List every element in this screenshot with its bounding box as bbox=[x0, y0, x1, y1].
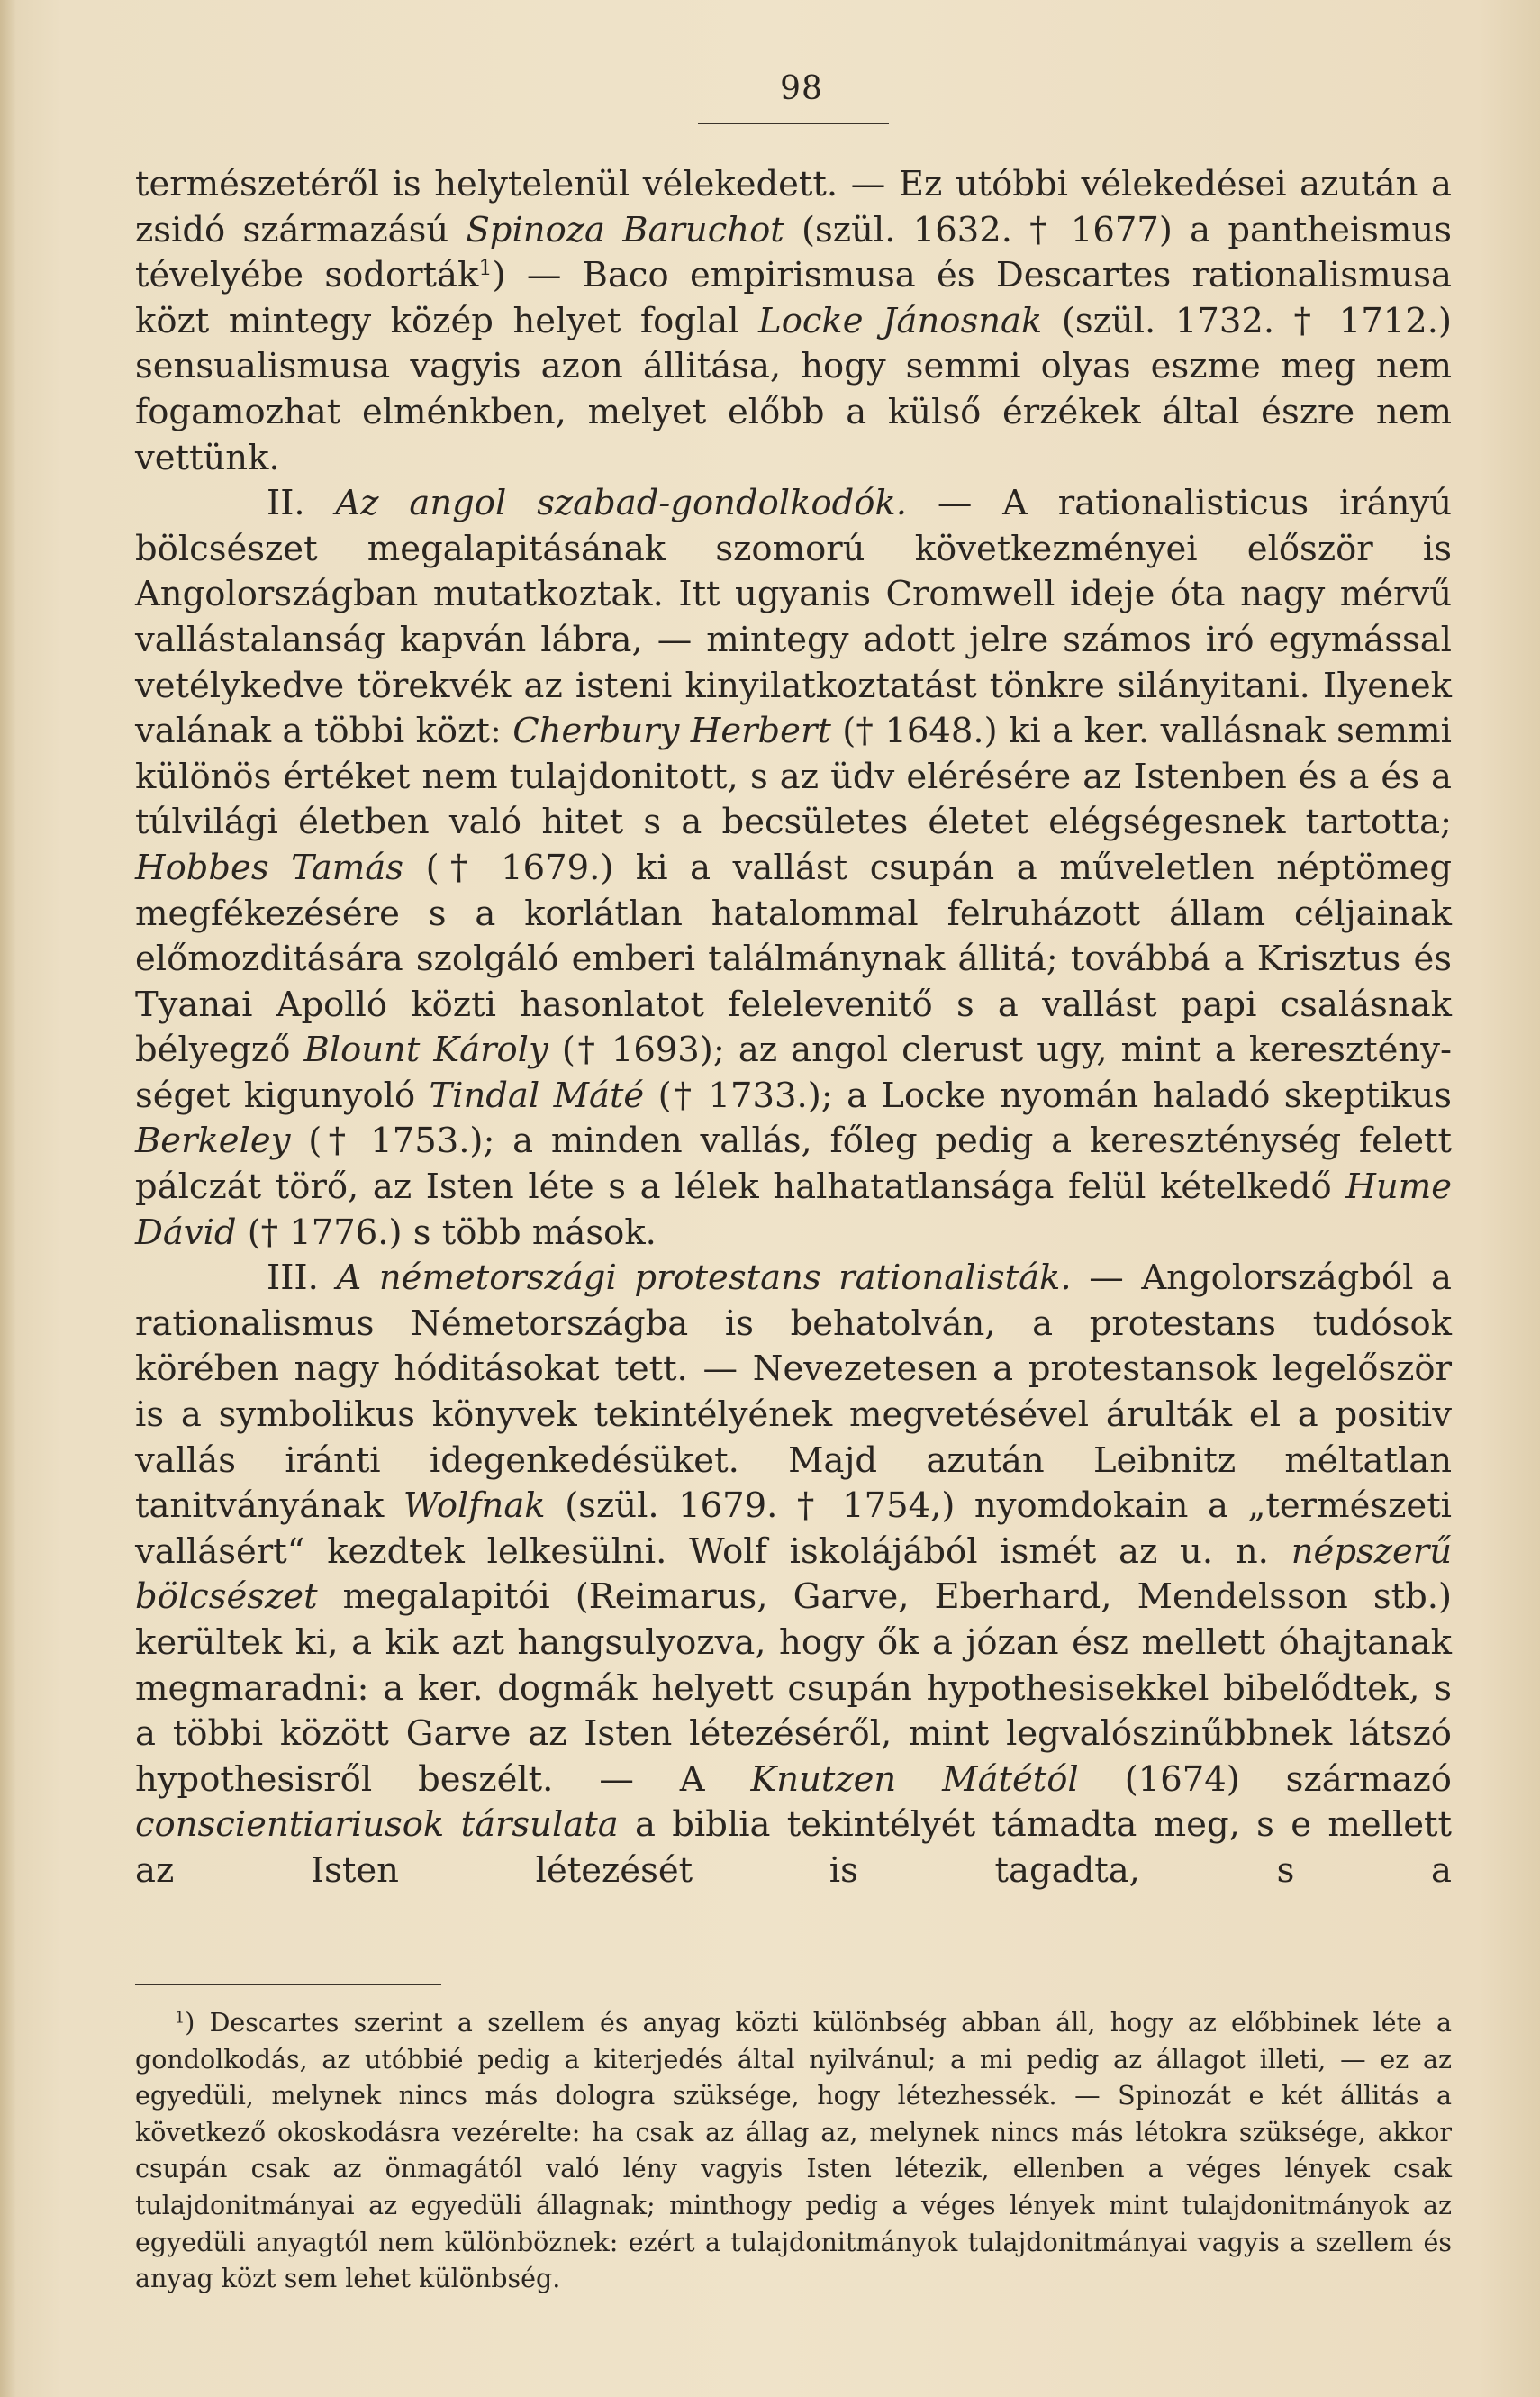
italic-name: Tindal Máté bbox=[429, 1075, 645, 1116]
text-run: († 1733.); a Locke nyomán haladó skeptikus bbox=[644, 1075, 1452, 1116]
paragraph bbox=[135, 481, 1452, 1256]
text-run: (szül. 1732. † 1712.) sensualismusa vagyis azon állitása, hogy semmi olyas eszme meg nem fogamozhat elménkben, melyet előbb a külső érzékek által észre nem vettünk. bbox=[135, 300, 1452, 478]
header-rule bbox=[698, 123, 889, 124]
italic-name: Spinoza Baruchot bbox=[466, 209, 784, 250]
italic-name: népszerű bölcsészet bbox=[135, 1530, 1452, 1618]
italic-name: Berkeley bbox=[135, 1121, 291, 1162]
text-run: († 1753.); a minden vallás, főleg pedig a kereszténység felett pálczát törő, az Isten léte s a lélek halhatatlansága felül kételkedő bbox=[135, 1121, 1452, 1208]
text-run: (szül. 1679. † 1754,) nyomdokain a „természeti vallásért“ kezdtek lelkesülni. Wolf iskolájából ismét az u. n. bbox=[135, 1485, 1452, 1572]
text-run: megalapitói (Reimarus, Garve, Eberhard, Mendelsson stb.) kerültek ki, a kik azt hangsulyozva, hogy ők a józan ész mellett óhajtanak megmaradni: a ker. dogmák helyett csupán hypothesisekkel bibelődtek, s a többi között Garve az Isten létezéséről, mint legvalószinűbbnek látszó hypothesisről beszélt. — A bbox=[135, 1576, 1452, 1800]
text-run: ) — Baco empirismusa és Descartes rationalismusa közt mintegy közép helyet foglal bbox=[135, 255, 1452, 341]
italic-name: Az angol szabad-gondolkodók. bbox=[335, 483, 908, 524]
paragraph bbox=[135, 1256, 1452, 1893]
italic-name: Cherbury Herbert bbox=[512, 711, 831, 752]
italic-name: A németországi protestans rationalisták. bbox=[336, 1258, 1072, 1299]
text-run: II. bbox=[267, 483, 336, 524]
footnote-marker: 1 bbox=[478, 255, 493, 281]
body-text bbox=[135, 162, 1452, 1894]
text-run: († 1648.) ki a ker. vallásnak semmi különös értéket nem tulajdonitott, s az üdv elérésére az Istenben és a és a túlvilági életben való hitet s a becsületes életet elégségesnek tartotta; bbox=[135, 711, 1452, 843]
text-run: (szül. 1632. † 1677) a pantheismus tévelyébe sodorták bbox=[135, 209, 1452, 296]
page-edge-shadow bbox=[0, 0, 16, 2397]
page-number: 98 bbox=[780, 70, 823, 107]
text-run: († 1693); az angol clerust ugy, mint a kereszténységet kigunyoló bbox=[135, 1030, 1452, 1116]
text-run: ) Descartes szerint a szellem és anyag közti különbség abban áll, hogy az előbbinek léte a gondolkodás, az utóbbié pedig a kiterjedés által nyilvánul; a mi pedig az állagot illeti, — ez az egyedüli, melynek nincs más dologra szüksége, hogy létezhessék. — Spinozát e két állitás a következő okoskodásra vezérelte: ha csak az állag az, melynek nincs más létokra szüksége, akkor csupán csak az önmagától való lény vagyis Isten létezik, ellenben a véges lények csak tulajdonitmányai az egyedüli állagnak; minthogy pedig a véges lények mint tulajdonitmányok az egyedüli anyagtól nem különböznek: ezért a tulajdonitmányok tulajdonitmányai vagyis a szellem és anyag közt sem lehet különbség. bbox=[135, 2008, 1452, 2294]
text-run: († 1776.) s több mások. bbox=[236, 1212, 657, 1253]
text-run: természetéről is helytelenül vélekedett. — Ez utóbbi vélekedései azután a zsidó származású bbox=[135, 164, 1452, 250]
footnote-marker: 1 bbox=[175, 2009, 186, 2028]
footnote-rule bbox=[135, 1984, 441, 1985]
italic-name: Wolfnak bbox=[403, 1485, 546, 1527]
italic-name: Blount Károly bbox=[303, 1030, 548, 1071]
text-run: († 1679.) ki a vallást csupán a műveletlen néptömeg megfékezésére s a korlátlan hatalommal felruházott állam céljainak előmozditására szolgáló emberi találmánynak állitá; továbbá a Krisztus és Tyanai Apolló közti hasonlatot felelevenitő s a vallást papi csalásnak bélyegző bbox=[135, 847, 1453, 1071]
text-run: (1674) származó bbox=[1078, 1758, 1452, 1800]
italic-name: conscientiariusok társulata bbox=[135, 1804, 619, 1846]
text-run: — Angolországból a rationalismus Németországba is behatolván, a protestans tudósok körében nagy hóditásokat tett. — Nevezetesen a protestansok legelőször is a symbolikus könyvek tekintélyének megvetésével árulták el a positiv vallás iránti idegenkedésüket. Majd azután Leibnitz méltatlan tanitványának bbox=[135, 1258, 1453, 1527]
paragraph bbox=[135, 162, 1452, 481]
footnotes bbox=[135, 2005, 1452, 2298]
italic-name: Knutzen Mátétól bbox=[750, 1758, 1079, 1800]
italic-name: Hume Dávid bbox=[135, 1167, 1452, 1253]
text-run: III. bbox=[267, 1258, 337, 1299]
footnote bbox=[135, 2005, 1452, 2298]
italic-name: Hobbes Tamás bbox=[135, 847, 404, 888]
text-run: — A rationalisticus irányú bölcsészet megalapitásának szomorú következményei először is Angolországban mutatkoztak. Itt ugyanis Cromwell ideje óta nagy mérvű vallástalanság kapván lábra, — mintegy adott jelre számos iró egymással vetélykedve törekvék az isteni kinyilatkoztatást tönkre silányitani. Ilyenek valának a többi közt: bbox=[135, 483, 1452, 752]
italic-name: Locke Jánosnak bbox=[758, 300, 1043, 341]
text-run: a biblia tekintélyét támadta meg, s e mellett az Isten létezését is tagadta, s a bbox=[135, 1804, 1452, 1891]
